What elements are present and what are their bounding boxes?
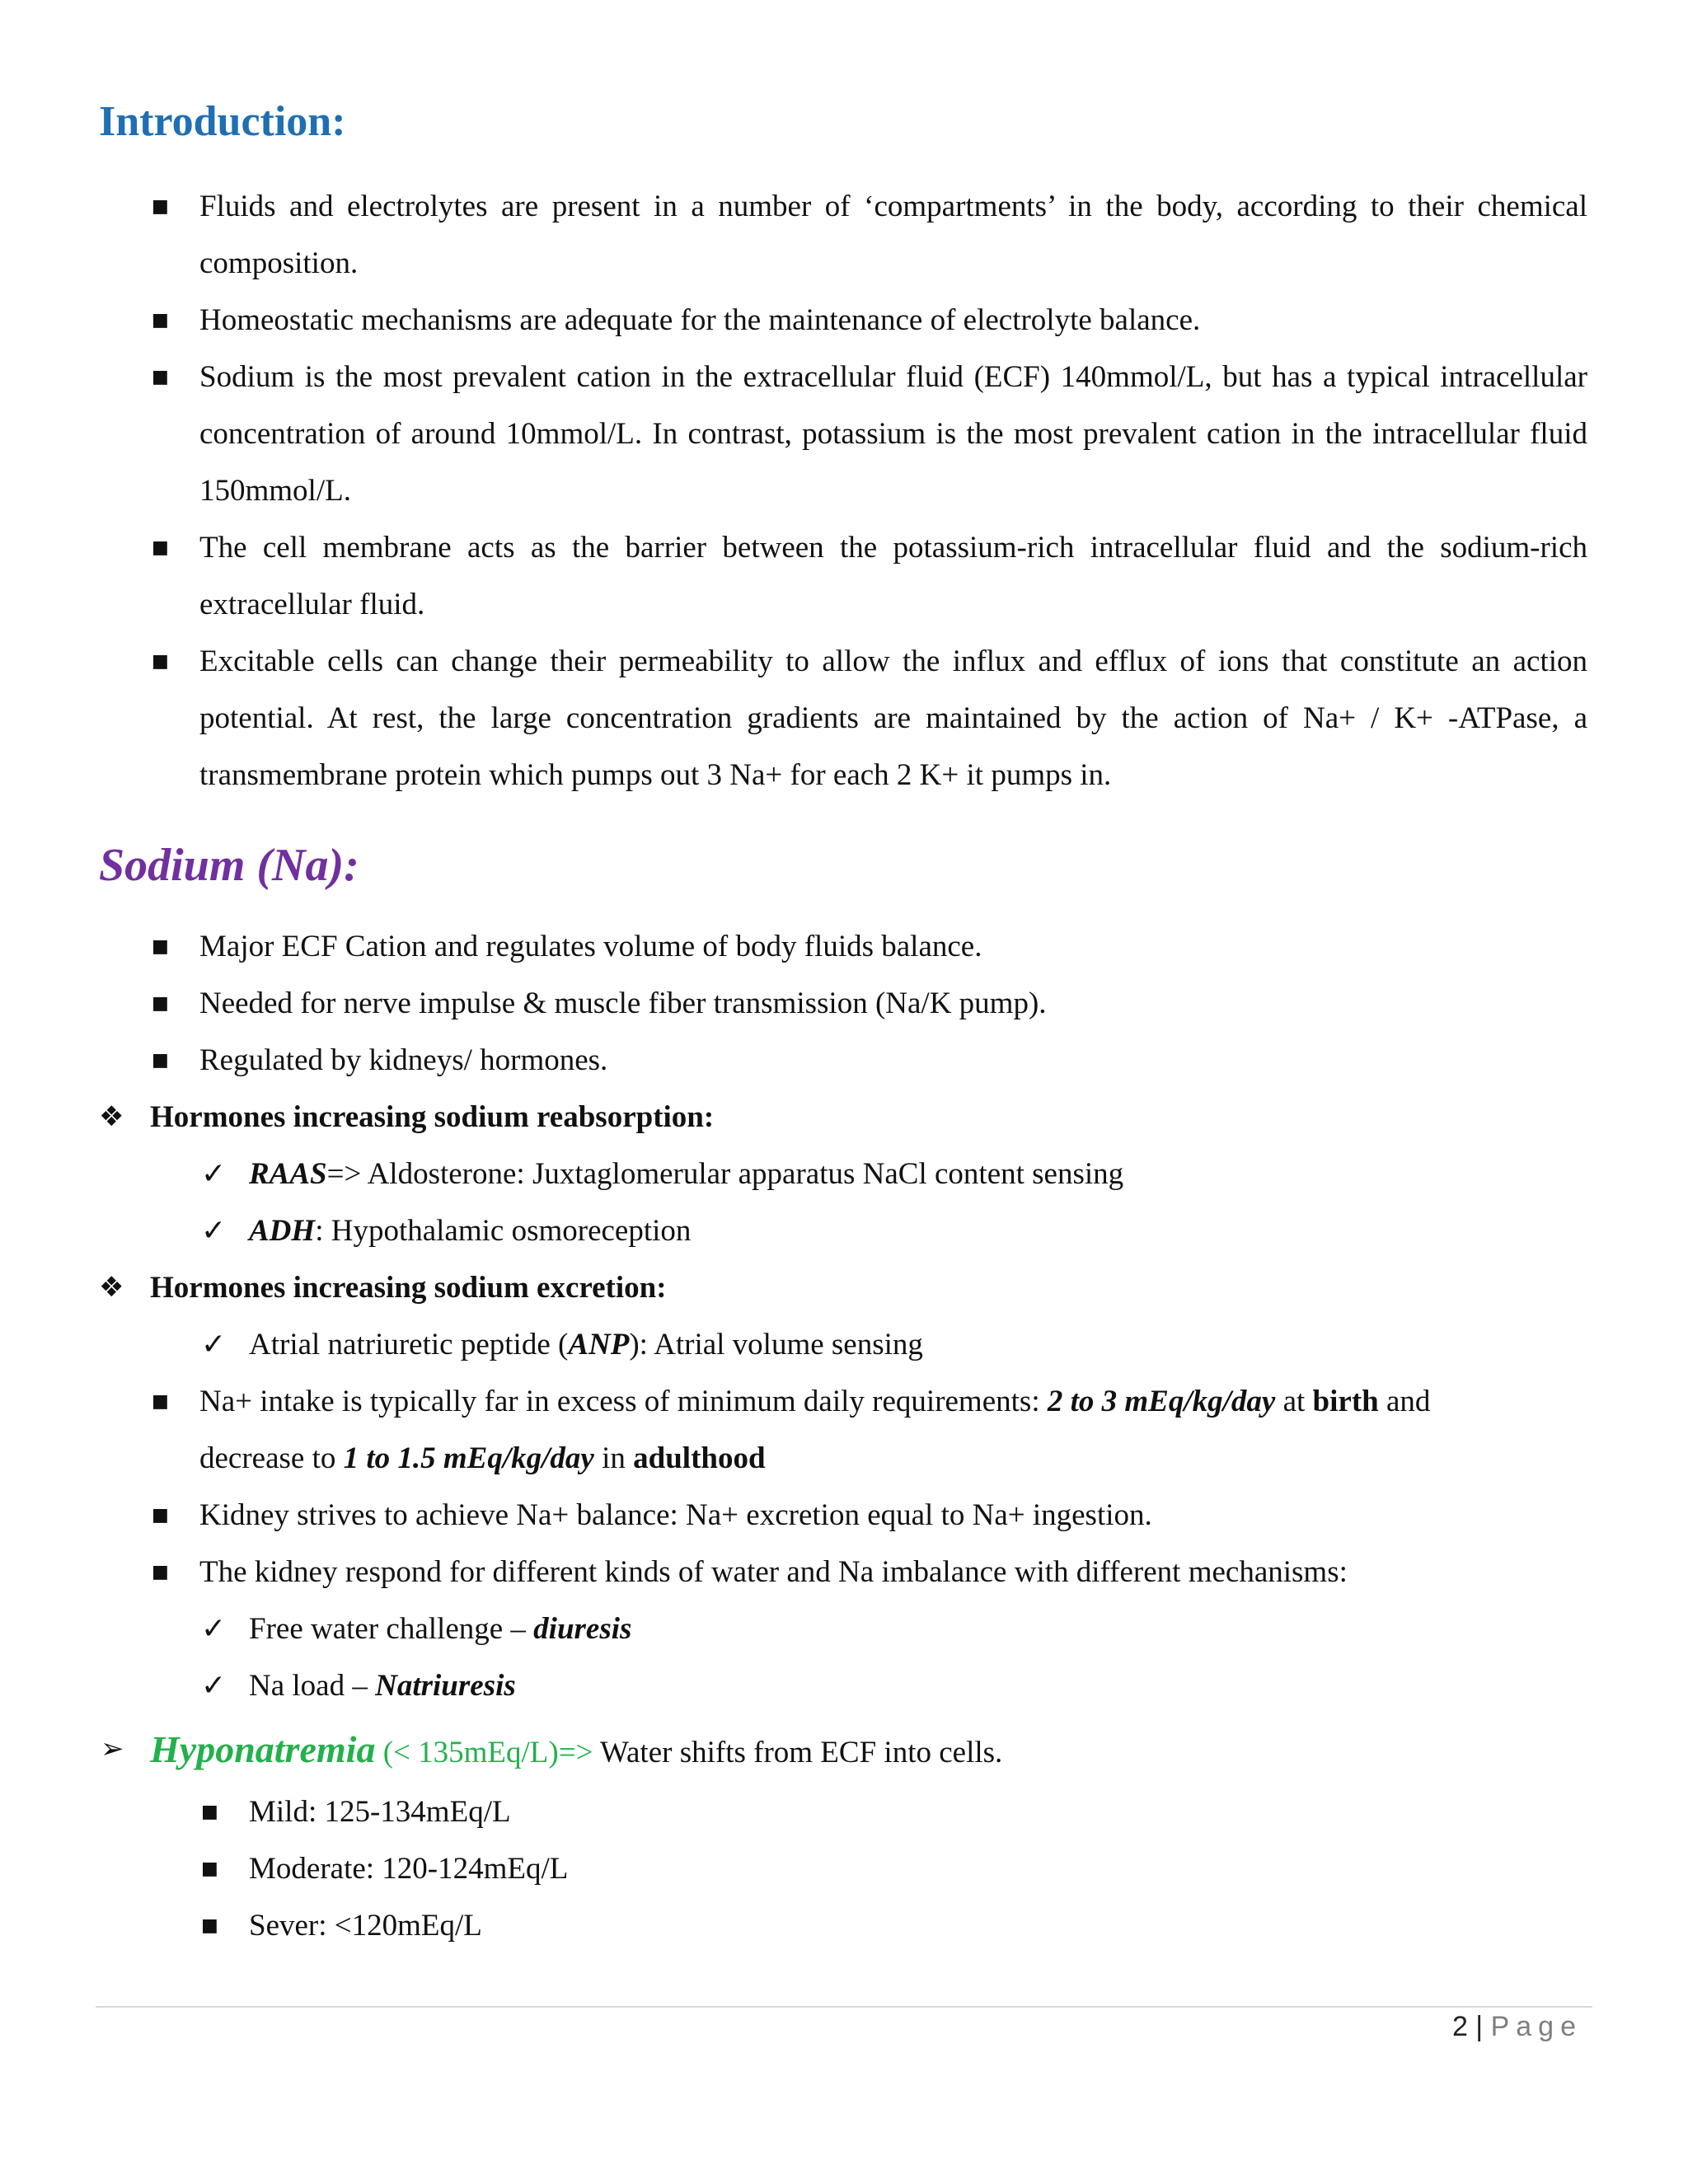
check-icon: ✓ — [201, 1214, 227, 1248]
kidney-balance-bullet — [152, 1487, 1601, 1544]
square-bullet-icon: ■ — [152, 1050, 169, 1071]
mechanism-label: Free water challenge – — [249, 1612, 534, 1646]
intake-text: at — [1275, 1385, 1313, 1418]
square-bullet-icon: ■ — [201, 1915, 218, 1936]
intake-adult-value: 1 to 1.5 mEq/kg/day — [343, 1441, 594, 1475]
hyponatremia-level-mild — [201, 1783, 1587, 1840]
bullet-text: The kidney respond for different kinds of water and Na imbalance with different mechanisms: — [199, 1555, 1348, 1589]
check-icon: ✓ — [201, 1669, 227, 1703]
intro-bullet-1 — [152, 178, 1587, 292]
mechanism-term: diuresis — [533, 1612, 632, 1646]
excretion-title: Hormones increasing sodium excretion: — [150, 1271, 667, 1305]
reabsorption-title: Hormones increasing sodium reabsorption: — [150, 1100, 715, 1134]
intake-birth-value: 2 to 3 mEq/kg/day — [1047, 1385, 1276, 1418]
intake-text: and — [1378, 1385, 1431, 1418]
mechanism-label: Na load – — [249, 1669, 376, 1703]
reabsorption-item-adh — [201, 1202, 1587, 1259]
intake-text: decrease to — [199, 1441, 344, 1475]
intro-bullet-2 — [152, 292, 1587, 349]
bullet-text: Fluids and electrolytes are present in a number of ‘compartments’ in the body, according to their chemical composition. — [199, 190, 1587, 280]
hyponatremia-text: Water shifts from ECF into cells. — [593, 1736, 1003, 1769]
bullet-text: Regulated by kidneys/ hormones. — [199, 1043, 608, 1077]
square-bullet-icon: ■ — [152, 310, 169, 330]
hyponatremia-level-moderate — [201, 1840, 1587, 1897]
intro-bullet-4 — [152, 519, 1587, 633]
arrow-bullet-icon: ➢ — [101, 1732, 124, 1765]
page-separator: | — [1467, 2011, 1491, 2042]
bullet-text: Needed for nerve impulse & muscle fiber transmission (Na/K pump). — [199, 987, 1047, 1020]
intake-adult-word: adulthood — [633, 1441, 766, 1475]
adh-term: ADH — [249, 1214, 316, 1248]
adh-text: : Hypothalamic osmoreception — [315, 1214, 692, 1248]
bullet-text: Kidney strives to achieve Na+ balance: Na+ excretion equal to Na+ ingestion. — [199, 1498, 1152, 1532]
level-text: Mild: 125-134mEq/L — [249, 1795, 511, 1829]
hyponatremia-range: (< 135mEq/L)=> — [375, 1736, 593, 1769]
page-number: 2 — [1451, 2011, 1468, 2042]
reabsorption-item-raas — [201, 1146, 1587, 1202]
raas-text: => Aldosterone: Juxtaglomerular apparatus NaCl content sensing — [326, 1157, 1124, 1191]
intake-bullet — [152, 1373, 1601, 1487]
raas-term: RAAS — [249, 1157, 327, 1191]
intake-birth-word: birth — [1312, 1385, 1379, 1418]
anp-suffix: ): Atrial volume sensing — [629, 1328, 923, 1361]
intake-text: in — [593, 1441, 634, 1475]
square-bullet-icon: ■ — [152, 651, 169, 672]
hyponatremia-title: Hyponatremia — [150, 1728, 376, 1770]
kidney-respond-bullet — [152, 1544, 1601, 1601]
bullet-text: Major ECF Cation and regulates volume of body fluids balance. — [199, 930, 982, 963]
page-footer — [1452, 2011, 1582, 2043]
square-bullet-icon: ■ — [152, 936, 169, 957]
mechanism-na-load — [201, 1657, 1587, 1714]
sodium-bullet-1 — [152, 918, 1587, 975]
diamond-bullet-icon: ❖ — [99, 1271, 124, 1304]
page-label: Page — [1490, 2011, 1582, 2042]
diamond-bullet-icon: ❖ — [99, 1100, 124, 1133]
mechanism-free-water — [201, 1601, 1587, 1657]
footer-divider — [96, 2006, 1592, 2008]
sodium-heading: Sodium (Na): — [99, 840, 359, 891]
square-bullet-icon: ■ — [152, 993, 169, 1014]
sodium-bullet-3 — [152, 1032, 1587, 1089]
square-bullet-icon: ■ — [201, 1858, 218, 1879]
excretion-item-anp — [201, 1316, 1587, 1373]
bullet-text: Sodium is the most prevalent cation in the extracellular fluid (ECF) 140mmol/L, but has a typical intracellular concentration of around 10mmol/L. In contrast, potassium is the most prevalent cation in the intracellular fluid 150mmol/L. — [199, 360, 1587, 508]
check-icon: ✓ — [201, 1157, 227, 1191]
square-bullet-icon: ■ — [152, 1562, 169, 1582]
hyponatremia-level-severe — [201, 1897, 1587, 1954]
intro-bullet-5 — [152, 633, 1587, 804]
reabsorption-title-row — [99, 1089, 1587, 1146]
anp-term: ANP — [568, 1328, 630, 1361]
bullet-text: Excitable cells can change their permeability to allow the influx and efflux of ions that constitute an action potential. At rest, the large concentration gradients are maintained by the action of Na+ / K+ -ATPase, a transmembrane protein which pumps out 3 Na+ for each 2 K+ it pumps in. — [199, 644, 1587, 792]
square-bullet-icon: ■ — [201, 1802, 218, 1822]
bullet-text: The cell membrane acts as the barrier between the potassium-rich intracellular fluid and the sodium-rich extracellular fluid. — [199, 531, 1587, 621]
square-bullet-icon: ■ — [152, 537, 169, 558]
excretion-title-row — [99, 1259, 1587, 1316]
intro-heading: Introduction: — [99, 98, 346, 145]
sodium-bullet-2 — [152, 975, 1587, 1032]
level-text: Sever: <120mEq/L — [249, 1909, 482, 1943]
mechanism-term: Natriuresis — [375, 1669, 516, 1703]
square-bullet-icon: ■ — [152, 1505, 169, 1526]
square-bullet-icon: ■ — [152, 196, 169, 217]
anp-prefix: Atrial natriuretic peptide ( — [249, 1328, 569, 1361]
level-text: Moderate: 120-124mEq/L — [249, 1852, 569, 1886]
intro-bullet-3 — [152, 349, 1587, 519]
check-icon: ✓ — [201, 1612, 227, 1646]
bullet-text: Homeostatic mechanisms are adequate for the maintenance of electrolyte balance. — [199, 303, 1201, 337]
check-icon: ✓ — [201, 1328, 227, 1361]
square-bullet-icon: ■ — [152, 1391, 169, 1412]
hyponatremia-row — [101, 1721, 1587, 1781]
square-bullet-icon: ■ — [152, 367, 169, 387]
intake-text: Na+ intake is typically far in excess of minimum daily requirements: — [199, 1385, 1048, 1418]
